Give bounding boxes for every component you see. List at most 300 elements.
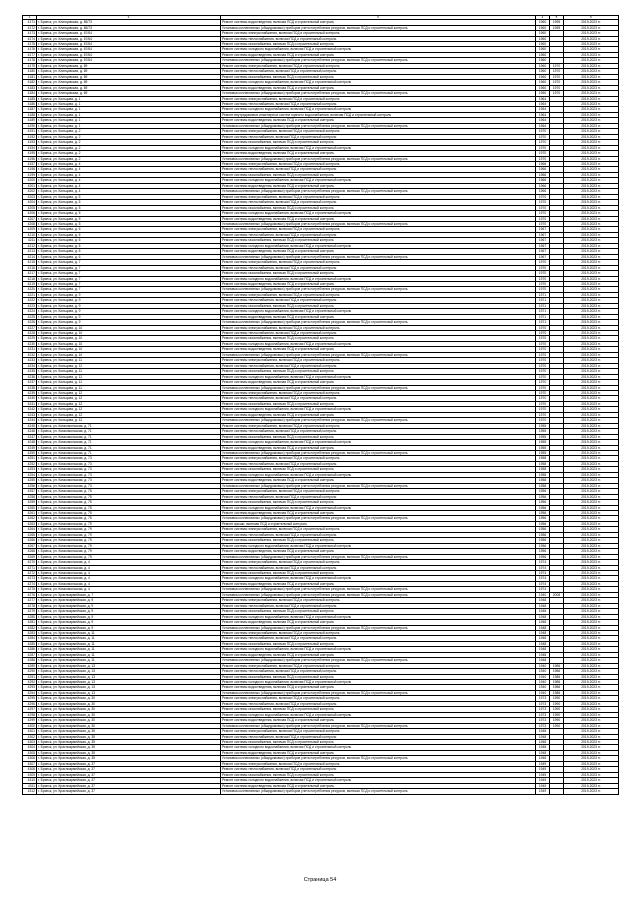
- build-year-cell: 1948: [536, 630, 550, 635]
- work-type-cell: Ремонт системы холодного водоснабжения, включая ПСД и строительный контроль: [221, 505, 536, 510]
- plan-period-cell: 2019-2023 гг.: [564, 494, 619, 499]
- row-number-cell: 4277: [23, 598, 37, 603]
- address-cell: г. Брянск, ул. Красноармейская, д. 11: [37, 641, 221, 646]
- work-type-cell: Ремонт системы теплоснабжения, включая ПСД и строительный контроль: [221, 767, 536, 772]
- work-type-cell: Ремонт системы водоотведения, включая ПСД и строительный контроль: [221, 685, 536, 690]
- address-cell: г. Брянск, ул. Красноармейская, д. 30: [37, 723, 221, 728]
- row-number-cell: 4191: [23, 129, 37, 134]
- row-number-cell: 4288: [23, 658, 37, 663]
- address-cell: г. Брянск, ул. Кольцова, д. 1: [37, 112, 221, 117]
- address-cell: г. Брянск, ул. Комсомольская, д. 73: [37, 478, 221, 483]
- work-type-cell: Ремонт системы электроснабжения, включая ПСД и строительный контроль: [221, 129, 536, 134]
- capital-repair-table: [22, 15, 619, 795]
- row-number-cell: 4311: [23, 783, 37, 788]
- plan-period-cell: 2019-2023 гг.: [564, 461, 619, 466]
- row-number-cell: 4268: [23, 549, 37, 554]
- row-number-cell: 4241: [23, 401, 37, 406]
- work-type-cell: Установка коллективных (общедомовых) приборов учета потребления ресурсов, включая ПСД и строительный контроль: [221, 756, 536, 761]
- plan-period-cell: 2019-2023 гг.: [564, 20, 619, 25]
- work-type-cell: Ремонт системы газоснабжения, включая ПСД и строительный контроль: [221, 336, 536, 341]
- table-row: [23, 789, 619, 794]
- plan-period-cell: 2019-2023 гг.: [564, 58, 619, 63]
- build-year-cell: 1949: [536, 772, 550, 777]
- build-year-cell: 1970: [536, 407, 550, 412]
- reconstruction-year-cell: 1970: [550, 80, 564, 85]
- address-cell: г. Брянск, ул. Красноармейская, д. 13: [37, 690, 221, 695]
- work-type-cell: Ремонт системы теплоснабжения, включая ПСД и строительный контроль: [221, 734, 536, 739]
- reconstruction-year-cell: 1990: [550, 707, 564, 712]
- build-year-cell: 1960: [536, 69, 550, 74]
- plan-period-cell: 2019-2023 гг.: [564, 614, 619, 619]
- build-year-cell: 1967: [536, 238, 550, 243]
- row-number-cell: 4208: [23, 221, 37, 226]
- address-cell: г. Брянск, ул. Красноармейская, д. 11: [37, 652, 221, 657]
- work-type-cell: Ремонт системы электроснабжения, включая ПСД и строительный контроль: [221, 696, 536, 701]
- plan-period-cell: 2019-2023 гг.: [564, 363, 619, 368]
- address-cell: г. Брянск, ул. Кольцова, д. 9: [37, 314, 221, 319]
- row-number-cell: 4259: [23, 500, 37, 505]
- address-cell: г. Брянск, ул. Комсомольская, д. 75: [37, 510, 221, 515]
- row-number-cell: 4306: [23, 756, 37, 761]
- work-type-cell: Ремонт системы электроснабжения, включая ПСД и строительный контроль: [221, 598, 536, 603]
- work-type-cell: Ремонт системы водоотведения, включая ПСД и строительный контроль: [221, 151, 536, 156]
- work-type-cell: Ремонт системы газоснабжения, включая ПСД и строительный контроль: [221, 42, 536, 47]
- plan-period-cell: 2019-2023 гг.: [564, 298, 619, 303]
- build-year-cell: 1949: [536, 761, 550, 766]
- work-type-cell: Ремонт системы водоотведения, включая ПСД и строительный контроль: [221, 750, 536, 755]
- table-body: [23, 16, 619, 795]
- address-cell: г. Брянск, ул. Комсомольская, д. 4: [37, 587, 221, 592]
- build-year-cell: 1970: [536, 418, 550, 423]
- work-type-cell: Ремонт системы водоотведения, включая ПСД и строительный контроль: [221, 652, 536, 657]
- row-number-cell: 4183: [23, 85, 37, 90]
- plan-period-cell: 2019-2023 гг.: [564, 167, 619, 172]
- address-cell: г. Брянск, ул. Комсомольская, д. 79: [37, 532, 221, 537]
- build-year-cell: 1956: [536, 538, 550, 543]
- plan-period-cell: 2019-2023 гг.: [564, 478, 619, 483]
- address-cell: г. Брянск, ул. Комсомольская, д. 4: [37, 565, 221, 570]
- work-type-cell: Ремонт системы электроснабжения, включая ПСД и строительный контроль: [221, 63, 536, 68]
- plan-period-cell: 2019-2023 гг.: [564, 440, 619, 445]
- address-cell: г. Брянск, ул. Комсомольская, д. 79: [37, 538, 221, 543]
- work-type-cell: Ремонт системы газоснабжения, включая ПСД и строительный контроль: [221, 609, 536, 614]
- plan-period-cell: 2019-2023 гг.: [564, 521, 619, 526]
- work-type-cell: Ремонт системы водоотведения, включая ПСД и строительный контроль: [221, 216, 536, 221]
- row-number-cell: 4200: [23, 178, 37, 183]
- row-number-cell: 4307: [23, 761, 37, 766]
- build-year-cell: 1948: [536, 658, 550, 663]
- plan-period-cell: 2019-2023 гг.: [564, 707, 619, 712]
- address-cell: г. Брянск, ул. Клинцовская, д. 67/64: [37, 36, 221, 41]
- column-number: 2: [37, 16, 221, 20]
- address-cell: г. Брянск, ул. Клинцовская, д. 69: [37, 85, 221, 90]
- work-type-cell: Ремонт системы теплоснабжения, включая ПСД и строительный контроль: [221, 102, 536, 107]
- plan-period-cell: 2019-2023 гг.: [564, 685, 619, 690]
- reconstruction-year-cell: 1990: [550, 696, 564, 701]
- build-year-cell: 1970: [536, 276, 550, 281]
- address-cell: г. Брянск, ул. Кольцова, д. 10: [37, 341, 221, 346]
- address-cell: г. Брянск, ул. Комсомольская, д. 71: [37, 451, 221, 456]
- plan-period-cell: 2019-2023 гг.: [564, 527, 619, 532]
- plan-period-cell: 2019-2023 гг.: [564, 680, 619, 685]
- plan-period-cell: 2019-2023 гг.: [564, 320, 619, 325]
- reconstruction-year-cell: 1990: [550, 723, 564, 728]
- plan-period-cell: 2019-2023 гг.: [564, 750, 619, 755]
- reconstruction-year-cell: 1970: [550, 91, 564, 96]
- row-number-cell: 4203: [23, 194, 37, 199]
- address-cell: г. Брянск, ул. Кольцова, д. 4: [37, 161, 221, 166]
- address-cell: г. Брянск, ул. Красноармейская, д. 11: [37, 630, 221, 635]
- work-type-cell: Ремонт системы электроснабжения, включая ПСД и строительный контроль: [221, 227, 536, 232]
- work-type-cell: Установка коллективных (общедомовых) приборов учета потребления ресурсов, включая ПСД и строительный контроль: [221, 516, 536, 521]
- plan-period-cell: 2019-2023 гг.: [564, 445, 619, 450]
- address-cell: г. Брянск, ул. Кольцова, д. 10: [37, 336, 221, 341]
- row-number-cell: 4266: [23, 538, 37, 543]
- work-type-cell: Ремонт системы газоснабжения, включая ПСД и строительный контроль: [221, 205, 536, 210]
- build-year-cell: 1970: [536, 374, 550, 379]
- plan-period-cell: 2019-2023 гг.: [564, 276, 619, 281]
- plan-period-cell: 2019-2023 гг.: [564, 396, 619, 401]
- row-number-cell: 4283: [23, 630, 37, 635]
- build-year-cell: 1949: [536, 789, 550, 794]
- row-number-cell: 4280: [23, 614, 37, 619]
- address-cell: г. Брянск, ул. Комсомольская, д. 75: [37, 516, 221, 521]
- address-cell: г. Брянск, ул. Кольцова, д. 2: [37, 140, 221, 145]
- plan-period-cell: 2019-2023 гг.: [564, 91, 619, 96]
- plan-period-cell: 2019-2023 гг.: [564, 778, 619, 783]
- build-year-cell: 1958: [536, 461, 550, 466]
- address-cell: г. Брянск, ул. Красноармейская, д. 9: [37, 614, 221, 619]
- row-number-cell: 4205: [23, 205, 37, 210]
- address-cell: г. Брянск, ул. Красноармейская, д. 13: [37, 669, 221, 674]
- work-type-cell: Ремонт системы газоснабжения, включая ПСД и строительный контроль: [221, 140, 536, 145]
- work-type-cell: Ремонт системы холодного водоснабжения, включая ПСД и строительный контроль: [221, 178, 536, 183]
- work-type-cell: Ремонт системы электроснабжения, включая ПСД и строительный контроль: [221, 729, 536, 734]
- address-cell: г. Брянск, ул. Комсомольская, д. 73: [37, 472, 221, 477]
- build-year-cell: 1966: [536, 167, 550, 172]
- work-type-cell: Ремонт системы электроснабжения, включая ПСД и строительный контроль: [221, 761, 536, 766]
- work-type-cell: Ремонт системы водоотведения, включая ПСД и строительный контроль: [221, 549, 536, 554]
- plan-period-cell: 2019-2023 гг.: [564, 745, 619, 750]
- address-cell: г. Брянск, ул. Кольцова, д. 4: [37, 172, 221, 177]
- plan-period-cell: 2019-2023 гг.: [564, 429, 619, 434]
- build-year-cell: 1948: [536, 745, 550, 750]
- work-type-cell: Ремонт системы газоснабжения, включая ПСД и строительный контроль: [221, 303, 536, 308]
- plan-period-cell: 2019-2023 гг.: [564, 636, 619, 641]
- row-number-cell: 4185: [23, 96, 37, 101]
- build-year-cell: 1971: [536, 320, 550, 325]
- address-cell: г. Брянск, ул. Кольцова, д. 12: [37, 391, 221, 396]
- plan-period-cell: 2019-2023 гг.: [564, 254, 619, 259]
- address-cell: г. Брянск, ул. Кольцова, д. 5: [37, 211, 221, 216]
- address-cell: г. Брянск, ул. Красноармейская, д. 9: [37, 620, 221, 625]
- address-cell: г. Брянск, ул. Клинцовская, д. 69: [37, 91, 221, 96]
- work-type-cell: Ремонт системы электроснабжения, включая ПСД и строительный контроль: [221, 260, 536, 265]
- address-cell: г. Брянск, ул. Кольцова, д. 6: [37, 254, 221, 259]
- work-type-cell: Ремонт системы электроснабжения, включая ПСД и строительный контроль: [221, 358, 536, 363]
- build-year-cell: 1970: [536, 200, 550, 205]
- work-type-cell: Ремонт системы водоотведения, включая ПСД и строительный контроль: [221, 347, 536, 352]
- row-number-cell: 4221: [23, 292, 37, 297]
- plan-period-cell: 2019-2023 гг.: [564, 532, 619, 537]
- plan-period-cell: 2019-2023 гг.: [564, 25, 619, 30]
- address-cell: г. Брянск, ул. Кольцова, д. 1: [37, 102, 221, 107]
- plan-period-cell: 2019-2023 гг.: [564, 625, 619, 630]
- address-cell: г. Брянск, ул. Кольцова, д. 12: [37, 401, 221, 406]
- address-cell: г. Брянск, ул. Комсомольская, д. 79: [37, 527, 221, 532]
- row-number-cell: 4171: [23, 20, 37, 25]
- plan-period-cell: 2019-2023 гг.: [564, 385, 619, 390]
- build-year-cell: 1970: [536, 358, 550, 363]
- plan-period-cell: 2019-2023 гг.: [564, 489, 619, 494]
- work-type-cell: Ремонт системы холодного водоснабжения, включая ПСД и строительный контроль: [221, 374, 536, 379]
- work-type-cell: Ремонт системы теплоснабжения, включая ПСД и строительный контроль: [221, 298, 536, 303]
- plan-period-cell: 2019-2023 гг.: [564, 467, 619, 472]
- build-year-cell: 1970: [536, 401, 550, 406]
- work-type-cell: Ремонт системы холодного водоснабжения, включая ПСД и строительный контроль: [221, 276, 536, 281]
- address-cell: г. Брянск, ул. Клинцовская, д. 69: [37, 80, 221, 85]
- row-number-cell: 4273: [23, 576, 37, 581]
- address-cell: г. Брянск, ул. Клинцовская, д. 65/73: [37, 25, 221, 30]
- build-year-cell: 1973: [536, 723, 550, 728]
- work-type-cell: Ремонт системы водоотведения, включая ПСД и строительный контроль: [221, 581, 536, 586]
- reconstruction-year-cell: 1970: [550, 85, 564, 90]
- work-type-cell: Ремонт крыши, включая ПСД и строительный контроль: [221, 521, 536, 526]
- work-type-cell: Ремонт системы теплоснабжения, включая ПСД и строительный контроль: [221, 461, 536, 466]
- row-number-cell: 4312: [23, 789, 37, 794]
- build-year-cell: 1970: [536, 216, 550, 221]
- work-type-cell: Ремонт системы теплоснабжения, включая ПСД и строительный контроль: [221, 636, 536, 641]
- row-number-cell: 4197: [23, 161, 37, 166]
- address-cell: г. Брянск, ул. Комсомольская, д. 73: [37, 467, 221, 472]
- row-number-cell: 4253: [23, 467, 37, 472]
- address-cell: г. Брянск, ул. Клинцовская, д. 69: [37, 63, 221, 68]
- address-cell: г. Брянск, ул. Красноармейская, д. 7: [37, 592, 221, 597]
- work-type-cell: Ремонт системы газоснабжения, включая ПСД и строительный контроль: [221, 238, 536, 243]
- plan-period-cell: 2019-2023 гг.: [564, 140, 619, 145]
- work-type-cell: Ремонт системы водоотведения, включая ПСД и строительный контроль: [221, 20, 536, 25]
- row-number-cell: 4211: [23, 238, 37, 243]
- address-cell: г. Брянск, ул. Комсомольская, д. 4: [37, 560, 221, 565]
- reconstruction-year-cell: 1970: [550, 63, 564, 68]
- work-type-cell: Ремонт системы теплоснабжения, включая ПСД и строительный контроль: [221, 565, 536, 570]
- plan-period-cell: 2019-2023 гг.: [564, 69, 619, 74]
- row-number-cell: 4209: [23, 227, 37, 232]
- row-number-cell: 4287: [23, 652, 37, 657]
- work-type-cell: Ремонт системы теплоснабжения, включая ПСД и строительный контроль: [221, 494, 536, 499]
- build-year-cell: 1958: [536, 478, 550, 483]
- row-number-cell: 4256: [23, 483, 37, 488]
- work-type-cell: Установка коллективных (общедомовых) приборов учета потребления ресурсов, включая ПСД и строительный контроль: [221, 91, 536, 96]
- work-type-cell: Ремонт системы электроснабжения, включая ПСД и строительный контроль: [221, 96, 536, 101]
- row-number-cell: 4267: [23, 543, 37, 548]
- work-type-cell: Ремонт системы электроснабжения, включая ПСД и строительный контроль: [221, 423, 536, 428]
- work-type-cell: Ремонт системы электроснабжения, включая ПСД и строительный контроль: [221, 31, 536, 36]
- plan-period-cell: 2019-2023 гг.: [564, 331, 619, 336]
- work-type-cell: Ремонт системы холодного водоснабжения, включая ПСД и строительный контроль: [221, 472, 536, 477]
- row-number-cell: 4258: [23, 494, 37, 499]
- plan-period-cell: 2019-2023 гг.: [564, 434, 619, 439]
- work-type-cell: Установка коллективных (общедомовых) приборов учета потребления ресурсов, включая ПСД и строительный контроль: [221, 221, 536, 226]
- plan-period-cell: 2019-2023 гг.: [564, 107, 619, 112]
- build-year-cell: 1955: [536, 423, 550, 428]
- row-number-cell: 4250: [23, 451, 37, 456]
- work-type-cell: Ремонт системы водоотведения, включая ПСД и строительный контроль: [221, 478, 536, 483]
- row-number-cell: 4240: [23, 396, 37, 401]
- build-year-cell: 1970: [536, 396, 550, 401]
- work-type-cell: Ремонт системы водоотведения, включая ПСД и строительный контроль: [221, 281, 536, 286]
- work-type-cell: Ремонт системы газоснабжения, включая ПСД и строительный контроль: [221, 740, 536, 745]
- work-type-cell: Ремонт системы газоснабжения, включая ПСД и строительный контроль: [221, 570, 536, 575]
- plan-period-cell: 2019-2023 гг.: [564, 369, 619, 374]
- work-type-cell: Ремонт системы газоснабжения, включая ПСД и строительный контроль: [221, 707, 536, 712]
- work-type-cell: Ремонт системы электроснабжения, включая ПСД и строительный контроль: [221, 325, 536, 330]
- address-cell: г. Брянск, ул. Кольцова, д. 9: [37, 309, 221, 314]
- build-year-cell: 1966: [536, 183, 550, 188]
- address-cell: г. Брянск, ул. Кольцова, д. 10: [37, 331, 221, 336]
- work-type-cell: Ремонт системы газоснабжения, включая ПСД и строительный контроль: [221, 641, 536, 646]
- address-cell: г. Брянск, ул. Кольцова, д. 11: [37, 369, 221, 374]
- work-type-cell: Ремонт системы газоснабжения, включая ПСД и строительный контроль: [221, 74, 536, 79]
- address-cell: г. Брянск, ул. Кольцова, д. 6: [37, 232, 221, 237]
- address-cell: г. Брянск, ул. Кольцова, д. 5: [37, 194, 221, 199]
- address-cell: г. Брянск, ул. Красноармейская, д. 30: [37, 701, 221, 706]
- address-cell: г. Брянск, ул. Кольцова, д. 2: [37, 145, 221, 150]
- work-type-cell: Ремонт системы водоотведения, включая ПСД и строительный контроль: [221, 445, 536, 450]
- build-year-cell: 1964: [536, 96, 550, 101]
- row-number-cell: 4216: [23, 265, 37, 270]
- plan-period-cell: 2019-2023 гг.: [564, 734, 619, 739]
- build-year-cell: 1970: [536, 194, 550, 199]
- work-type-cell: Ремонт системы теплоснабжения, включая ПСД и строительный контроль: [221, 200, 536, 205]
- row-number-cell: 4310: [23, 778, 37, 783]
- build-year-cell: 1949: [536, 783, 550, 788]
- build-year-cell: 1967: [536, 232, 550, 237]
- build-year-cell: 1948: [536, 609, 550, 614]
- address-cell: г. Брянск, ул. Комсомольская, д. 75: [37, 500, 221, 505]
- address-cell: г. Брянск, ул. Комсомольская, д. 4: [37, 570, 221, 575]
- address-cell: г. Брянск, ул. Красноармейская, д. 9: [37, 625, 221, 630]
- work-type-cell: Ремонт системы водоотведения, включая ПСД и строительный контроль: [221, 380, 536, 385]
- plan-period-cell: 2019-2023 гг.: [564, 292, 619, 297]
- address-cell: г. Брянск, ул. Кольцова, д. 5: [37, 205, 221, 210]
- work-type-cell: Установка коллективных (общедомовых) приборов учета потребления ресурсов, включая ПСД и строительный контроль: [221, 451, 536, 456]
- row-number-cell: 4173: [23, 31, 37, 36]
- row-number-cell: 4192: [23, 134, 37, 139]
- address-cell: г. Брянск, ул. Клинцовская, д. 67/64: [37, 31, 221, 36]
- build-year-cell: 1956: [536, 543, 550, 548]
- reconstruction-year-cell: 1986: [550, 680, 564, 685]
- work-type-cell: Ремонт системы теплоснабжения, включая ПСД и строительный контроль: [221, 363, 536, 368]
- address-cell: г. Брянск, ул. Кольцова, д. 9: [37, 320, 221, 325]
- row-number-cell: 4195: [23, 151, 37, 156]
- plan-period-cell: 2019-2023 гг.: [564, 145, 619, 150]
- work-type-cell: Ремонт системы холодного водоснабжения, включая ПСД и строительный контроль: [221, 107, 536, 112]
- address-cell: г. Брянск, ул. Комсомольская, д. 71: [37, 434, 221, 439]
- work-type-cell: Ремонт системы водоотведения, включая ПСД и строительный контроль: [221, 412, 536, 417]
- build-year-cell: 1973: [536, 718, 550, 723]
- build-year-cell: 1971: [536, 309, 550, 314]
- work-type-cell: Установка коллективных (общедомовых) приборов учета потребления ресурсов, включая ПСД и строительный контроль: [221, 25, 536, 30]
- work-type-cell: Ремонт системы холодного водоснабжения, включая ПСД и строительный контроль: [221, 47, 536, 52]
- plan-period-cell: 2019-2023 гг.: [564, 641, 619, 646]
- row-number-cell: 4293: [23, 685, 37, 690]
- address-cell: г. Брянск, ул. Кольцова, д. 12: [37, 418, 221, 423]
- work-type-cell: Установка коллективных (общедомовых) приборов учета потребления ресурсов, включая ПСД и строительный контроль: [221, 385, 536, 390]
- work-type-cell: Ремонт системы теплоснабжения, включая ПСД и строительный контроль: [221, 396, 536, 401]
- row-number-cell: 4271: [23, 565, 37, 570]
- row-number-cell: 4180: [23, 69, 37, 74]
- work-type-cell: Ремонт системы теплоснабжения, включая ПСД и строительный контроль: [221, 669, 536, 674]
- build-year-cell: 1955: [536, 440, 550, 445]
- plan-period-cell: 2019-2023 гг.: [564, 232, 619, 237]
- address-cell: г. Брянск, ул. Кольцова, д. 5: [37, 216, 221, 221]
- build-year-cell: 1970: [536, 134, 550, 139]
- plan-period-cell: 2019-2023 гг.: [564, 287, 619, 292]
- plan-period-cell: 2019-2023 гг.: [564, 690, 619, 695]
- work-type-cell: Установка коллективных (общедомовых) приборов учета потребления ресурсов, включая ПСД и строительный контроль: [221, 554, 536, 559]
- plan-period-cell: 2019-2023 гг.: [564, 729, 619, 734]
- work-type-cell: Ремонт системы газоснабжения, включая ПСД и строительный контроль: [221, 401, 536, 406]
- build-year-cell: 1960: [536, 91, 550, 96]
- build-year-cell: 1974: [536, 576, 550, 581]
- row-number-cell: 4188: [23, 112, 37, 117]
- row-number-cell: 4238: [23, 385, 37, 390]
- build-year-cell: 1964: [536, 102, 550, 107]
- build-year-cell: 1966: [536, 189, 550, 194]
- work-type-cell: Ремонт системы холодного водоснабжения, включая ПСД и строительный контроль: [221, 211, 536, 216]
- work-type-cell: Ремонт системы газоснабжения, включая ПСД и строительный контроль: [221, 434, 536, 439]
- work-type-cell: Установка коллективных (общедомовых) приборов учета потребления ресурсов, включая ПСД и строительный контроль: [221, 789, 536, 794]
- plan-period-cell: 2019-2023 гг.: [564, 456, 619, 461]
- work-type-cell: Ремонт системы теплоснабжения, включая ПСД и строительный контроль: [221, 232, 536, 237]
- address-cell: г. Брянск, ул. Комсомольская, д. 73: [37, 483, 221, 488]
- address-cell: г. Брянск, ул. Комсомольская, д. 79: [37, 554, 221, 559]
- work-type-cell: Установка коллективных (общедомовых) приборов учета потребления ресурсов, включая ПСД и строительный контроль: [221, 352, 536, 357]
- plan-period-cell: 2019-2023 гг.: [564, 238, 619, 243]
- address-cell: г. Брянск, ул. Кольцова, д. 4: [37, 178, 221, 183]
- address-cell: г. Брянск, ул. Клинцовская, д. 67/64: [37, 52, 221, 57]
- build-year-cell: 1940: [536, 685, 550, 690]
- row-number-cell: 4201: [23, 183, 37, 188]
- build-year-cell: 1956: [536, 554, 550, 559]
- row-number-cell: 4174: [23, 36, 37, 41]
- plan-period-cell: 2019-2023 гг.: [564, 341, 619, 346]
- address-cell: г. Брянск, ул. Комсомольская, д. 75: [37, 505, 221, 510]
- plan-period-cell: 2019-2023 гг.: [564, 260, 619, 265]
- plan-period-cell: 2019-2023 гг.: [564, 401, 619, 406]
- row-number-cell: 4261: [23, 510, 37, 515]
- plan-period-cell: 2019-2023 гг.: [564, 761, 619, 766]
- work-type-cell: Ремонт системы электроснабжения, включая ПСД и строительный контроль: [221, 663, 536, 668]
- plan-period-cell: 2019-2023 гг.: [564, 42, 619, 47]
- build-year-cell: 1970: [536, 129, 550, 134]
- plan-period-cell: 2019-2023 гг.: [564, 221, 619, 226]
- row-number-cell: 4175: [23, 42, 37, 47]
- row-number-cell: 4298: [23, 712, 37, 717]
- work-type-cell: Установка коллективных (общедомовых) приборов учета потребления ресурсов, включая ПСД и строительный контроль: [221, 156, 536, 161]
- row-number-cell: 4189: [23, 118, 37, 123]
- plan-period-cell: 2019-2023 гг.: [564, 723, 619, 728]
- build-year-cell: 1956: [536, 494, 550, 499]
- reconstruction-year-cell: 1986: [550, 669, 564, 674]
- reconstruction-year-cell: 2008: [550, 592, 564, 597]
- row-number-cell: 4196: [23, 156, 37, 161]
- build-year-cell: 1970: [536, 412, 550, 417]
- build-year-cell: 1964: [536, 118, 550, 123]
- plan-period-cell: 2019-2023 гг.: [564, 211, 619, 216]
- plan-period-cell: 2019-2023 гг.: [564, 451, 619, 456]
